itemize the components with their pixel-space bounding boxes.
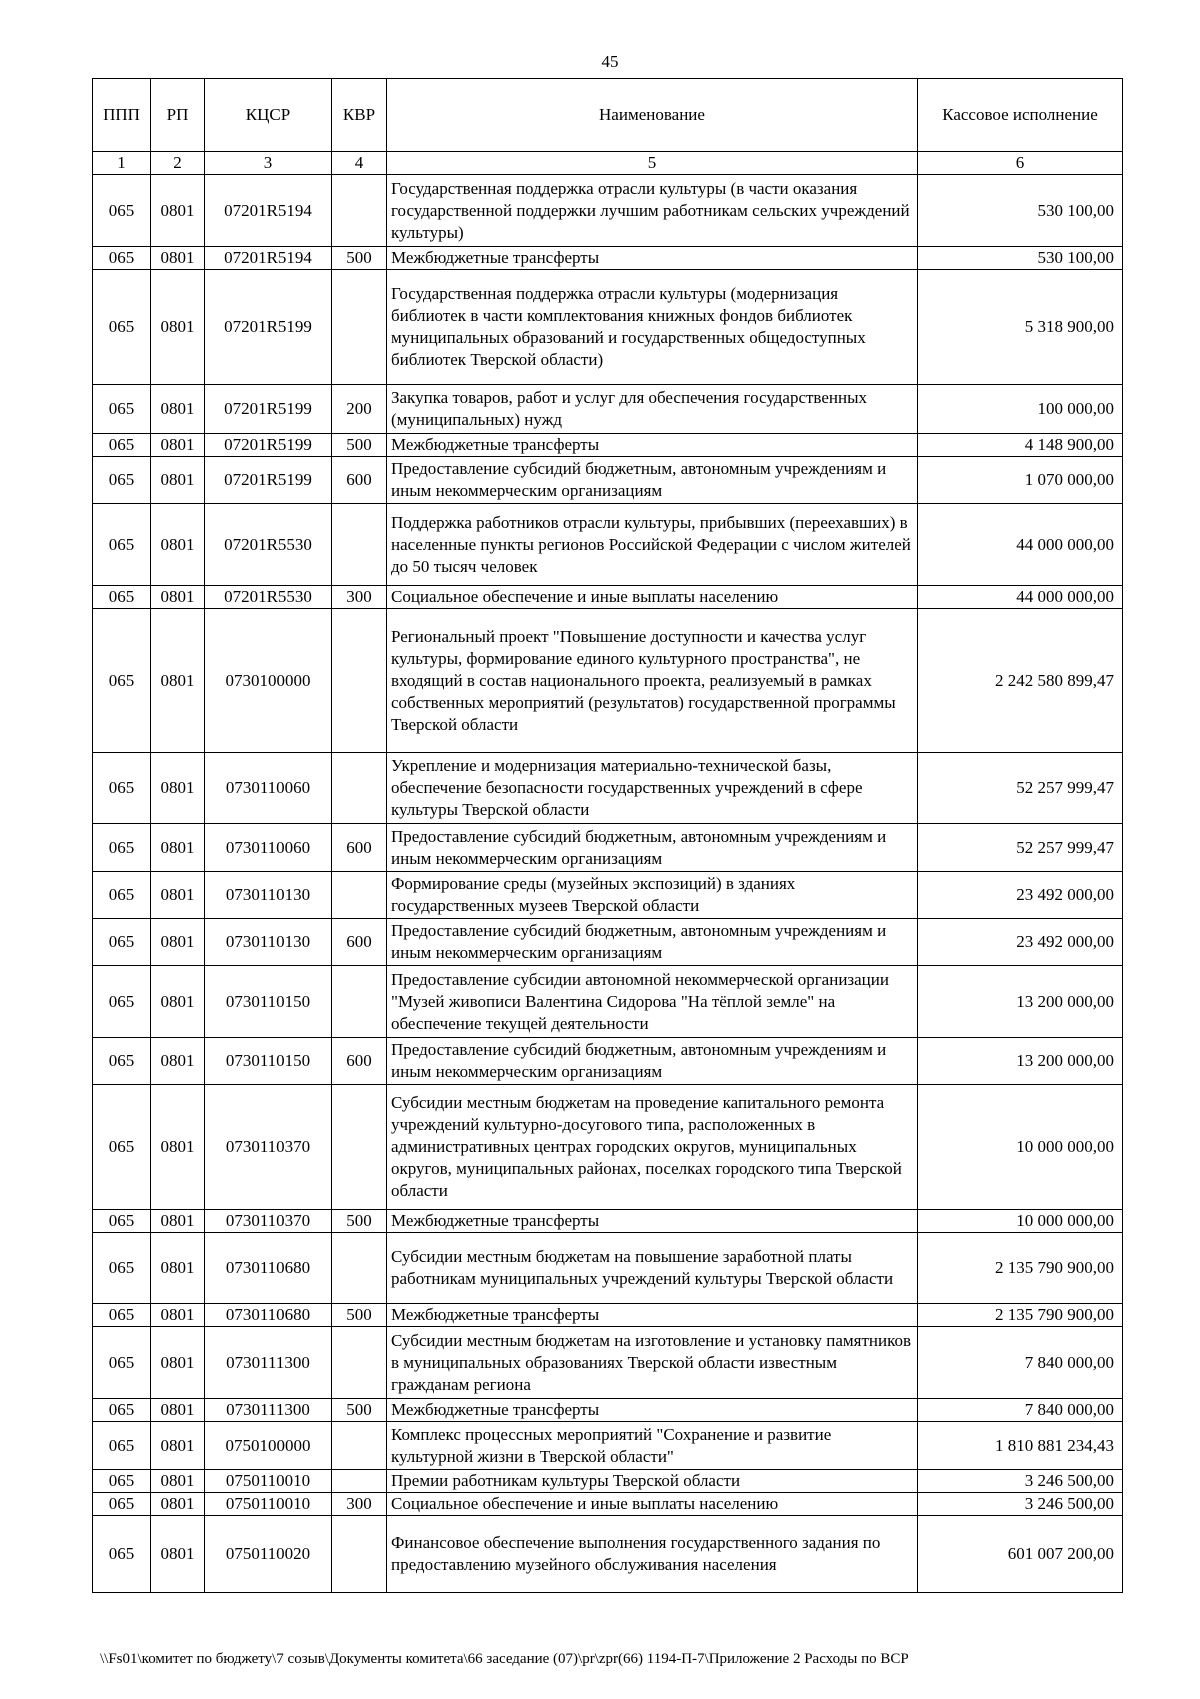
cell-ppp: 065: [93, 1327, 151, 1399]
header-kvr: КВР: [332, 79, 387, 152]
cell-rp: 0801: [151, 247, 205, 270]
cell-kcsr: 0750110020: [205, 1516, 332, 1593]
cell-rp: 0801: [151, 385, 205, 434]
cell-kcsr: 0730100000: [205, 609, 332, 753]
cell-kvr: [332, 1516, 387, 1593]
cell-kvr: 500: [332, 247, 387, 270]
cell-kvr: 600: [332, 919, 387, 966]
cell-kvr: 600: [332, 824, 387, 872]
cell-rp: 0801: [151, 1210, 205, 1233]
table-row: [93, 175, 1123, 247]
column-number: 1: [93, 152, 151, 175]
table-row: [93, 609, 1123, 753]
cell-ppp: 065: [93, 1304, 151, 1327]
cell-ppp: 065: [93, 270, 151, 385]
cell-ppp: 065: [93, 966, 151, 1038]
cell-kcsr: 07201R5199: [205, 434, 332, 457]
cell-kcsr: 0730110060: [205, 824, 332, 872]
cell-name: Закупка товаров, работ и услуг для обеспечения государственных (муниципальных) нужд: [387, 385, 918, 434]
cell-kcsr: 0750110010: [205, 1470, 332, 1493]
cell-name: Предоставление субсидий бюджетным, автономным учреждениям и иным некоммерческим организациям: [387, 824, 918, 872]
cell-ppp: 065: [93, 753, 151, 824]
cell-kcsr: 0730110130: [205, 919, 332, 966]
cell-name: Социальное обеспечение и иные выплаты населению: [387, 1493, 918, 1516]
cell-kvr: [332, 753, 387, 824]
table-row: [93, 1327, 1123, 1399]
cell-amount: 3 246 500,00: [918, 1493, 1123, 1516]
cell-name: Предоставление субсидии автономной некоммерческой организации "Музей живописи Валентина Сидорова "На тёплой земле" на обеспечение текущей деятельности: [387, 966, 918, 1038]
cell-kvr: [332, 872, 387, 919]
cell-kvr: [332, 1233, 387, 1304]
table-row: [93, 1233, 1123, 1304]
cell-ppp: 065: [93, 434, 151, 457]
header-amount: Кассовое исполнение: [918, 79, 1123, 152]
cell-amount: 530 100,00: [918, 175, 1123, 247]
cell-kvr: 500: [332, 1210, 387, 1233]
cell-rp: 0801: [151, 1085, 205, 1210]
cell-kcsr: 0730110150: [205, 966, 332, 1038]
cell-rp: 0801: [151, 1233, 205, 1304]
budget-table: [92, 78, 1123, 1593]
cell-kcsr: 0750100000: [205, 1422, 332, 1470]
cell-ppp: 065: [93, 919, 151, 966]
cell-ppp: 065: [93, 1210, 151, 1233]
cell-amount: 23 492 000,00: [918, 919, 1123, 966]
cell-name: Региональный проект "Повышение доступности и качества услуг культуры, формирование единого культурного пространства", не входящий в состав национального проекта, реализуемый в рамках собственных мероприятий (результатов) государственной программы Тверской области: [387, 609, 918, 753]
cell-rp: 0801: [151, 966, 205, 1038]
cell-kvr: 500: [332, 1399, 387, 1422]
cell-name: Социальное обеспечение и иные выплаты населению: [387, 586, 918, 609]
cell-amount: 2 135 790 900,00: [918, 1304, 1123, 1327]
header-name: Наименование: [387, 79, 918, 152]
cell-ppp: 065: [93, 872, 151, 919]
cell-kvr: [332, 1470, 387, 1493]
cell-name: Финансовое обеспечение выполнения государственного задания по предоставлению музейного обслуживания населения: [387, 1516, 918, 1593]
column-number: 4: [332, 152, 387, 175]
cell-amount: 7 840 000,00: [918, 1399, 1123, 1422]
cell-rp: 0801: [151, 1493, 205, 1516]
cell-kcsr: 0730110680: [205, 1233, 332, 1304]
cell-kcsr: 0750110010: [205, 1493, 332, 1516]
column-number: 5: [387, 152, 918, 175]
table-row: [93, 824, 1123, 872]
cell-ppp: 065: [93, 504, 151, 586]
cell-kcsr: 0730110680: [205, 1304, 332, 1327]
cell-amount: 1 070 000,00: [918, 457, 1123, 504]
cell-amount: 1 810 881 234,43: [918, 1422, 1123, 1470]
table-row: [93, 504, 1123, 586]
cell-amount: 10 000 000,00: [918, 1210, 1123, 1233]
cell-name: Субсидии местным бюджетам на проведение капитального ремонта учреждений культурно-досугового типа, расположенных в административных центрах городских округов, муниципальных округов, муниципальных районах, поселках городского типа Тверской области: [387, 1085, 918, 1210]
cell-ppp: 065: [93, 175, 151, 247]
cell-amount: 13 200 000,00: [918, 966, 1123, 1038]
cell-kcsr: 07201R5530: [205, 586, 332, 609]
cell-amount: 4 148 900,00: [918, 434, 1123, 457]
cell-amount: 44 000 000,00: [918, 504, 1123, 586]
table-row: [93, 1304, 1123, 1327]
cell-name: Государственная поддержка отрасли культуры (в части оказания государственной поддержки лучшим работникам сельских учреждений культуры): [387, 175, 918, 247]
cell-amount: 23 492 000,00: [918, 872, 1123, 919]
cell-kcsr: 0730110370: [205, 1210, 332, 1233]
cell-name: Субсидии местным бюджетам на изготовление и установку памятников в муниципальных образованиях Тверской области известным гражданам региона: [387, 1327, 918, 1399]
cell-name: Премии работникам культуры Тверской области: [387, 1470, 918, 1493]
table-row: [93, 753, 1123, 824]
cell-ppp: 065: [93, 1470, 151, 1493]
header-row: [93, 79, 1123, 152]
cell-name: Межбюджетные трансферты: [387, 1304, 918, 1327]
cell-kcsr: 0730110060: [205, 753, 332, 824]
cell-kcsr: 07201R5530: [205, 504, 332, 586]
cell-ppp: 065: [93, 609, 151, 753]
cell-amount: 52 257 999,47: [918, 753, 1123, 824]
header-ppp: ППП: [93, 79, 151, 152]
cell-amount: 7 840 000,00: [918, 1327, 1123, 1399]
cell-kvr: 600: [332, 457, 387, 504]
cell-amount: 10 000 000,00: [918, 1085, 1123, 1210]
cell-kcsr: 07201R5199: [205, 270, 332, 385]
footer-file-path: \\Fs01\комитет по бюджету\7 созыв\Документы комитета\66 заседание (07)\pr\zpr(66) 1194-П-7\Приложение 2 Расходы по ВСР: [100, 1651, 909, 1667]
cell-name: Межбюджетные трансферты: [387, 247, 918, 270]
table-row: [93, 434, 1123, 457]
cell-ppp: 065: [93, 1233, 151, 1304]
cell-amount: 601 007 200,00: [918, 1516, 1123, 1593]
cell-ppp: 065: [93, 1422, 151, 1470]
cell-kcsr: 0730110370: [205, 1085, 332, 1210]
cell-kvr: 500: [332, 434, 387, 457]
table-row: [93, 966, 1123, 1038]
page-number: 45: [601, 52, 619, 71]
table-row: [93, 385, 1123, 434]
cell-kcsr: 07201R5199: [205, 385, 332, 434]
cell-kvr: [332, 966, 387, 1038]
cell-amount: 5 318 900,00: [918, 270, 1123, 385]
table-row: [93, 1470, 1123, 1493]
table-row: [93, 919, 1123, 966]
header-rp: РП: [151, 79, 205, 152]
cell-amount: 52 257 999,47: [918, 824, 1123, 872]
cell-amount: 2 135 790 900,00: [918, 1233, 1123, 1304]
table-row: [93, 270, 1123, 385]
cell-rp: 0801: [151, 1399, 205, 1422]
column-number: 2: [151, 152, 205, 175]
cell-rp: 0801: [151, 753, 205, 824]
table-row: [93, 1038, 1123, 1085]
cell-kcsr: 0730110150: [205, 1038, 332, 1085]
cell-name: Предоставление субсидий бюджетным, автономным учреждениям и иным некоммерческим организациям: [387, 457, 918, 504]
table-row: [93, 1210, 1123, 1233]
cell-kvr: 500: [332, 1304, 387, 1327]
cell-amount: 2 242 580 899,47: [918, 609, 1123, 753]
cell-kcsr: 0730111300: [205, 1327, 332, 1399]
cell-kcsr: 0730110130: [205, 872, 332, 919]
column-number: 6: [918, 152, 1123, 175]
cell-kvr: 600: [332, 1038, 387, 1085]
cell-ppp: 065: [93, 247, 151, 270]
cell-rp: 0801: [151, 1516, 205, 1593]
cell-name: Межбюджетные трансферты: [387, 1210, 918, 1233]
cell-rp: 0801: [151, 824, 205, 872]
cell-amount: 100 000,00: [918, 385, 1123, 434]
cell-kvr: [332, 609, 387, 753]
cell-rp: 0801: [151, 1327, 205, 1399]
cell-name: Межбюджетные трансферты: [387, 434, 918, 457]
table-row: [93, 457, 1123, 504]
column-number-row: [93, 152, 1123, 175]
cell-ppp: 065: [93, 385, 151, 434]
cell-ppp: 065: [93, 457, 151, 504]
cell-kcsr: 07201R5194: [205, 175, 332, 247]
cell-rp: 0801: [151, 919, 205, 966]
cell-name: Предоставление субсидий бюджетным, автономным учреждениям и иным некоммерческим организациям: [387, 1038, 918, 1085]
cell-kcsr: 07201R5199: [205, 457, 332, 504]
cell-name: Комплекс процессных мероприятий "Сохранение и развитие культурной жизни в Тверской области": [387, 1422, 918, 1470]
cell-ppp: 065: [93, 824, 151, 872]
cell-kvr: [332, 1085, 387, 1210]
cell-ppp: 065: [93, 1516, 151, 1593]
cell-kvr: 200: [332, 385, 387, 434]
cell-rp: 0801: [151, 175, 205, 247]
cell-kvr: [332, 1422, 387, 1470]
cell-amount: 3 246 500,00: [918, 1470, 1123, 1493]
cell-ppp: 065: [93, 586, 151, 609]
cell-ppp: 065: [93, 1038, 151, 1085]
cell-kcsr: 07201R5194: [205, 247, 332, 270]
cell-rp: 0801: [151, 1470, 205, 1493]
cell-name: Формирование среды (музейных экспозиций) в зданиях государственных музеев Тверской области: [387, 872, 918, 919]
cell-ppp: 065: [93, 1085, 151, 1210]
cell-name: Межбюджетные трансферты: [387, 1399, 918, 1422]
cell-kvr: [332, 1327, 387, 1399]
cell-rp: 0801: [151, 457, 205, 504]
cell-kvr: [332, 175, 387, 247]
cell-name: Субсидии местным бюджетам на повышение заработной платы работникам муниципальных учреждений культуры Тверской области: [387, 1233, 918, 1304]
cell-amount: 530 100,00: [918, 247, 1123, 270]
table-row: [93, 1422, 1123, 1470]
cell-name: Укрепление и модернизация материально-технической базы, обеспечение безопасности государственных учреждений в сфере культуры Тверской области: [387, 753, 918, 824]
table-row: [93, 1399, 1123, 1422]
cell-amount: 13 200 000,00: [918, 1038, 1123, 1085]
cell-rp: 0801: [151, 586, 205, 609]
cell-rp: 0801: [151, 1038, 205, 1085]
table-row: [93, 247, 1123, 270]
table-row: [93, 1085, 1123, 1210]
cell-rp: 0801: [151, 872, 205, 919]
cell-kvr: [332, 270, 387, 385]
table-row: [93, 1493, 1123, 1516]
table-row: [93, 586, 1123, 609]
cell-name: Поддержка работников отрасли культуры, прибывших (переехавших) в населенные пункты регионов Российской Федерации с числом жителей до 50 тысяч человек: [387, 504, 918, 586]
cell-kvr: [332, 504, 387, 586]
cell-rp: 0801: [151, 1304, 205, 1327]
cell-ppp: 065: [93, 1399, 151, 1422]
cell-name: Государственная поддержка отрасли культуры (модернизация библиотек в части комплектования книжных фондов библиотек муниципальных образований и государственных общедоступных библиотек Тверской области): [387, 270, 918, 385]
header-kcsr: КЦСР: [205, 79, 332, 152]
cell-kvr: 300: [332, 1493, 387, 1516]
cell-rp: 0801: [151, 504, 205, 586]
cell-rp: 0801: [151, 434, 205, 457]
cell-rp: 0801: [151, 609, 205, 753]
cell-kvr: 300: [332, 586, 387, 609]
cell-amount: 44 000 000,00: [918, 586, 1123, 609]
cell-rp: 0801: [151, 270, 205, 385]
cell-name: Предоставление субсидий бюджетным, автономным учреждениям и иным некоммерческим организациям: [387, 919, 918, 966]
table-row: [93, 872, 1123, 919]
table-row: [93, 1516, 1123, 1593]
cell-kcsr: 0730111300: [205, 1399, 332, 1422]
column-number: 3: [205, 152, 332, 175]
cell-ppp: 065: [93, 1493, 151, 1516]
cell-rp: 0801: [151, 1422, 205, 1470]
